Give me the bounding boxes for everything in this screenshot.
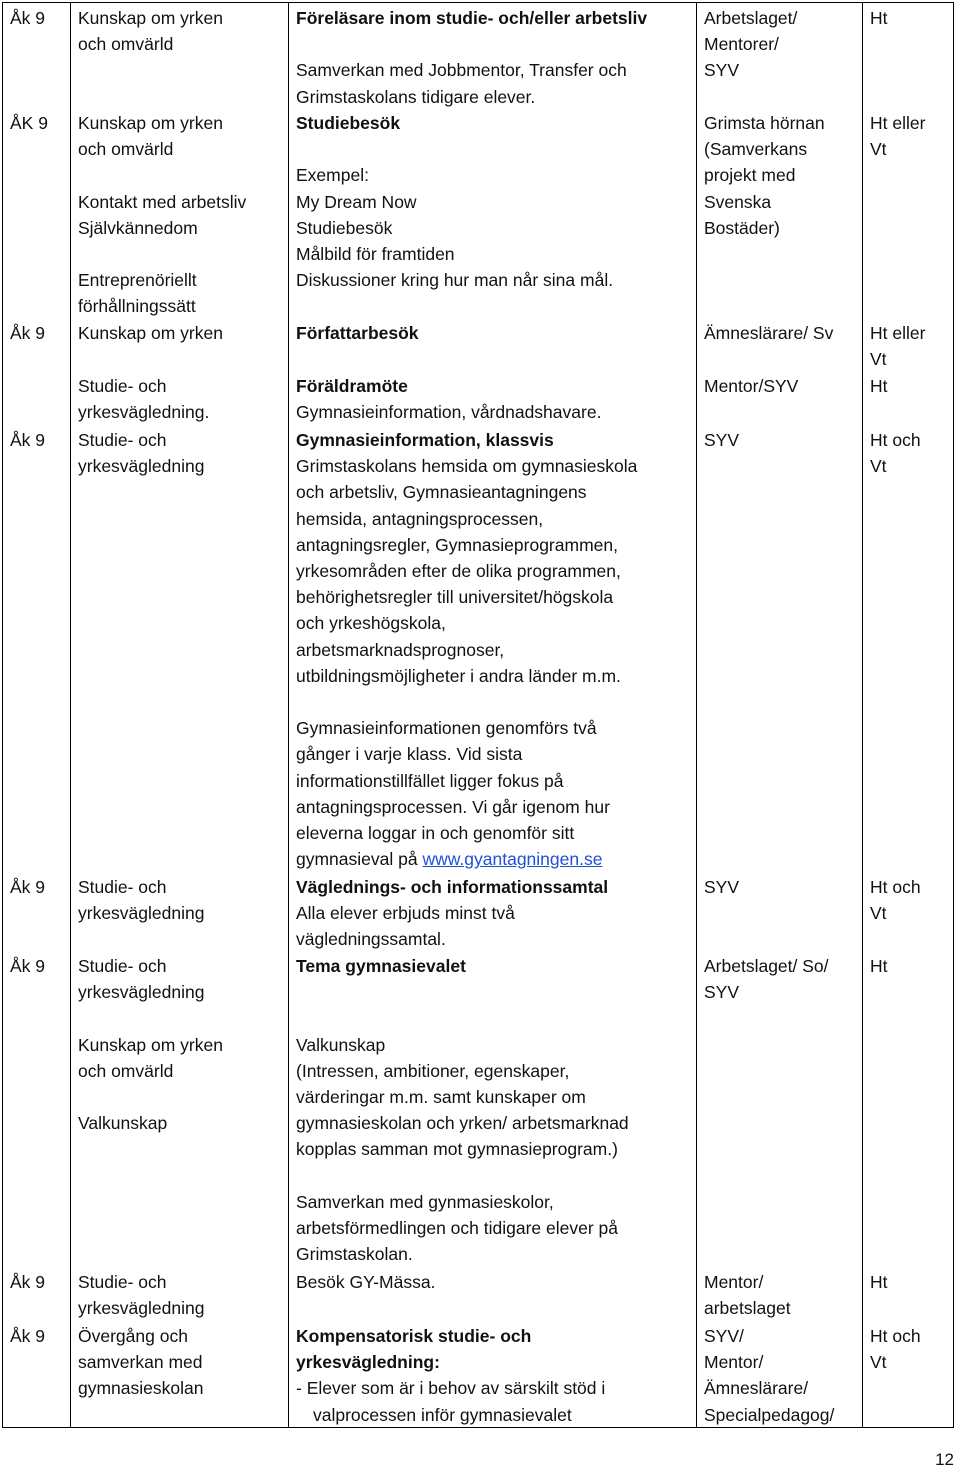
cell-text: Ht: [870, 8, 888, 28]
cell-text: Mentorer/: [704, 34, 779, 55]
cell-text: Vt: [870, 1352, 887, 1373]
cell-text: Kompensatorisk studie- och: [296, 1326, 532, 1346]
year-cell: [10, 1269, 45, 1295]
cell-text: utbildningsmöjligheter i andra länder m.m.: [296, 665, 621, 686]
link-prefix: gymnasieval på: [296, 849, 423, 870]
activity-cell: [296, 953, 629, 1267]
cell-text: Svenska: [704, 191, 772, 212]
cell-text: Ht eller: [870, 323, 926, 343]
cell-text: yrkesområden efter de olika programmen,: [296, 561, 621, 582]
cell-text: yrkesvägledning:: [296, 1352, 440, 1373]
blank-line: [78, 1005, 223, 1031]
term-cell: [870, 5, 888, 31]
cell-text: och arbetsliv, Gymnasieantagningens: [296, 482, 587, 503]
cell-text: Vt: [870, 903, 887, 924]
cell-text: Entreprenöriellt: [78, 270, 197, 291]
column-divider: [696, 2, 697, 1428]
term-cell: [870, 1269, 888, 1295]
cell-text: Vt: [870, 349, 887, 370]
cell-text: hemsida, antagningsprocessen,: [296, 508, 544, 529]
term-cell: [870, 373, 888, 399]
cell-text: Studie- och: [78, 956, 167, 976]
year-cell: [10, 1323, 45, 1349]
area-cell: [78, 1323, 203, 1402]
cell-text: Ämneslärare/: [704, 1378, 809, 1399]
cell-text: förhållningssätt: [78, 296, 196, 317]
cell-text: och omvärld: [78, 34, 174, 55]
cell-text: Gymnasieinformation, klassvis: [296, 430, 554, 450]
cell-text: Studie- och: [78, 877, 167, 897]
cell-text: SYV: [704, 877, 740, 897]
term-cell: [870, 427, 921, 479]
year-cell: [10, 874, 45, 900]
cell-text: gånger i varje klass. Vid sista: [296, 744, 523, 765]
activity-cell: [296, 320, 419, 346]
cell-text: Självkännedom: [78, 217, 198, 238]
cell-text: Grimstaskolans tidigare elever.: [296, 86, 536, 107]
area-cell: [78, 427, 204, 479]
cell-text: Gymnasieinformation, vårdnadshavare.: [296, 402, 602, 423]
column-divider: [288, 2, 289, 1428]
blank-line: [78, 162, 246, 188]
blank-line: [296, 31, 647, 57]
cell-text: Mentor/: [704, 1352, 764, 1373]
cell-text: Grimstaskolan.: [296, 1244, 413, 1265]
cell-text: Ht och: [870, 430, 921, 450]
responsible-cell: [704, 953, 829, 1005]
responsible-cell: [704, 427, 739, 453]
cell-text: Vt: [870, 456, 887, 477]
cell-text: Ht och: [870, 1326, 921, 1346]
cell-text: Föreläsare inom studie- och/eller arbetsliv: [296, 8, 648, 28]
cell-text: yrkesvägledning: [78, 456, 205, 477]
cell-text: Valkunskap: [296, 1034, 386, 1055]
cell-text: kopplas samman mot gymnasieprogram.): [296, 1139, 618, 1160]
gyantagningen-link[interactable]: www.gyantagningen.se: [422, 849, 603, 870]
cell-text: [296, 846, 637, 872]
cell-text: SYV: [704, 430, 740, 450]
cell-text: och yrkeshögskola,: [296, 613, 446, 634]
cell-text: Valkunskap: [78, 1113, 168, 1134]
cell-text: Åk 9: [10, 877, 46, 897]
term-cell: [870, 110, 925, 162]
cell-text: Ht: [870, 376, 888, 396]
blank-line: [296, 136, 613, 162]
responsible-cell: [704, 320, 833, 346]
year-cell: [10, 320, 45, 346]
responsible-cell: [704, 5, 797, 84]
cell-text: Diskussioner kring hur man når sina mål.: [296, 270, 614, 291]
year-cell: [10, 5, 45, 31]
area-cell: [78, 5, 223, 57]
cell-text: Studie- och: [78, 1272, 167, 1292]
term-cell: [870, 874, 921, 926]
responsible-cell: [704, 1269, 791, 1321]
blank-line: [296, 1005, 629, 1031]
term-cell: [870, 953, 888, 979]
activity-cell: [296, 373, 601, 425]
cell-text: Studiebesök: [296, 113, 401, 133]
cell-text: vägledningssamtal.: [296, 929, 446, 950]
cell-text: Grimstaskolans hemsida om gymnasieskola: [296, 456, 638, 477]
cell-text: Åk 9: [10, 1272, 46, 1292]
year-cell: [10, 953, 45, 979]
cell-text: arbetslaget: [704, 1298, 791, 1319]
cell-text: Ht: [870, 956, 888, 976]
cell-text: My Dream Now: [296, 191, 417, 212]
cell-text: Besök GY-Mässa.: [296, 1272, 436, 1292]
cell-text: Bostäder): [704, 217, 780, 238]
cell-text: Föräldramöte: [296, 376, 408, 396]
blank-line: [296, 1163, 629, 1189]
cell-text: ÅK 9: [10, 113, 48, 133]
blank-line: [296, 689, 637, 715]
cell-text: Specialpedagog/: [704, 1404, 835, 1425]
cell-text: Studie- och: [78, 430, 167, 450]
cell-text: Författarbesök: [296, 323, 419, 343]
cell-text: Tema gymnasievalet: [296, 956, 466, 976]
responsible-cell: [704, 110, 825, 241]
area-cell: [78, 320, 223, 346]
cell-text: Kunskap om yrken: [78, 1034, 223, 1055]
cell-text: Arbetslaget/ So/: [704, 956, 829, 976]
cell-text: Arbetslaget/: [704, 8, 798, 28]
cell-text: (Samverkans: [704, 139, 808, 160]
area-cell: [78, 373, 209, 425]
cell-text: Ht: [870, 1272, 888, 1292]
cell-text: antagningsregler, Gymnasieprogrammen,: [296, 534, 618, 555]
activity-cell: [296, 427, 637, 872]
cell-text: Alla elever erbjuds minst två: [296, 903, 515, 924]
area-cell: [78, 110, 246, 320]
cell-text: SYV: [704, 60, 740, 81]
area-cell: [78, 874, 204, 926]
responsible-cell: [704, 373, 798, 399]
cell-text: Studie- och: [78, 376, 167, 396]
cell-text: Målbild för framtiden: [296, 244, 455, 264]
cell-text: Kunskap om yrken: [78, 323, 223, 343]
cell-text: Kontakt med arbetsliv: [78, 191, 247, 212]
activity-cell: [296, 110, 613, 293]
cell-text: Vt: [870, 139, 887, 160]
cell-text: - Elever som är i behov av särskilt stöd i: [296, 1378, 606, 1399]
column-divider: [70, 2, 71, 1428]
cell-text: Kunskap om yrken: [78, 113, 223, 133]
term-cell: [870, 1323, 921, 1375]
cell-text: Åk 9: [10, 1326, 46, 1346]
cell-text: yrkesvägledning.: [78, 402, 210, 423]
activity-cell: [296, 1323, 605, 1428]
cell-text: projekt med: [704, 165, 796, 186]
area-cell: [78, 1269, 204, 1321]
cell-text: Övergång och: [78, 1326, 188, 1346]
responsible-cell: [704, 1323, 834, 1428]
term-cell: [870, 320, 925, 372]
page-number: 12: [935, 1450, 954, 1469]
cell-text: yrkesvägledning: [78, 982, 205, 1003]
area-cell: [78, 953, 223, 1136]
cell-text: Väglednings- och informationssamtal: [296, 877, 609, 897]
cell-text: behörighetsregler till universitet/högskola: [296, 587, 614, 608]
cell-text: yrkesvägledning: [78, 1298, 205, 1319]
cell-text: samverkan med: [78, 1352, 203, 1373]
cell-text: Åk 9: [10, 956, 46, 976]
column-divider: [862, 2, 863, 1428]
cell-text: antagningsprocessen. Vi går igenom hur: [296, 796, 610, 817]
blank-line: [78, 241, 246, 267]
cell-text: Åk 9: [10, 8, 46, 28]
cell-text: värderingar m.m. samt kunskaper om: [296, 1086, 586, 1107]
cell-text: Gymnasieinformationen genomförs två: [296, 718, 597, 739]
cell-text: Exempel:: [296, 165, 369, 186]
year-cell: [10, 427, 45, 453]
cell-text: eleverna loggar in och genomför sitt: [296, 823, 575, 844]
cell-text: Grimsta hörnan: [704, 113, 825, 133]
cell-text: (Intressen, ambitioner, egenskaper,: [296, 1060, 570, 1081]
cell-text: och omvärld: [78, 139, 174, 160]
cell-text: arbetsmarknadsprognoser,: [296, 639, 505, 660]
cell-text: Mentor/SYV: [704, 376, 799, 396]
cell-text: Åk 9: [10, 430, 46, 450]
cell-text: Studiebesök: [296, 217, 393, 238]
blank-line: [78, 1084, 223, 1110]
cell-text: Mentor/: [704, 1272, 764, 1292]
cell-text: Kunskap om yrken: [78, 8, 223, 28]
cell-text: informationstillfället ligger fokus på: [296, 770, 564, 791]
activity-cell: [296, 874, 608, 953]
cell-text: Åk 9: [10, 323, 46, 343]
cell-text: SYV/: [704, 1326, 744, 1346]
cell-text: arbetsförmedlingen och tidigare elever på: [296, 1217, 618, 1238]
activity-cell: [296, 1269, 435, 1295]
activity-cell: [296, 5, 647, 110]
cell-text: Ämneslärare/ Sv: [704, 323, 834, 343]
cell-text: valprocessen inför gymnasievalet: [313, 1404, 572, 1425]
responsible-cell: [704, 874, 739, 900]
cell-text: Ht eller: [870, 113, 926, 133]
cell-text: SYV: [704, 982, 740, 1003]
cell-text: Ht och: [870, 877, 921, 897]
cell-text: Samverkan med gynmasieskolor,: [296, 1191, 554, 1212]
cell-text: och omvärld: [78, 1060, 174, 1081]
year-cell: [10, 110, 48, 136]
cell-text: Samverkan med Jobbmentor, Transfer och: [296, 60, 627, 81]
cell-text: yrkesvägledning: [78, 903, 205, 924]
blank-line: [296, 979, 629, 1005]
cell-text: gymnasieskolan och yrken/ arbetsmarknad: [296, 1113, 629, 1134]
cell-text: gymnasieskolan: [78, 1378, 204, 1399]
